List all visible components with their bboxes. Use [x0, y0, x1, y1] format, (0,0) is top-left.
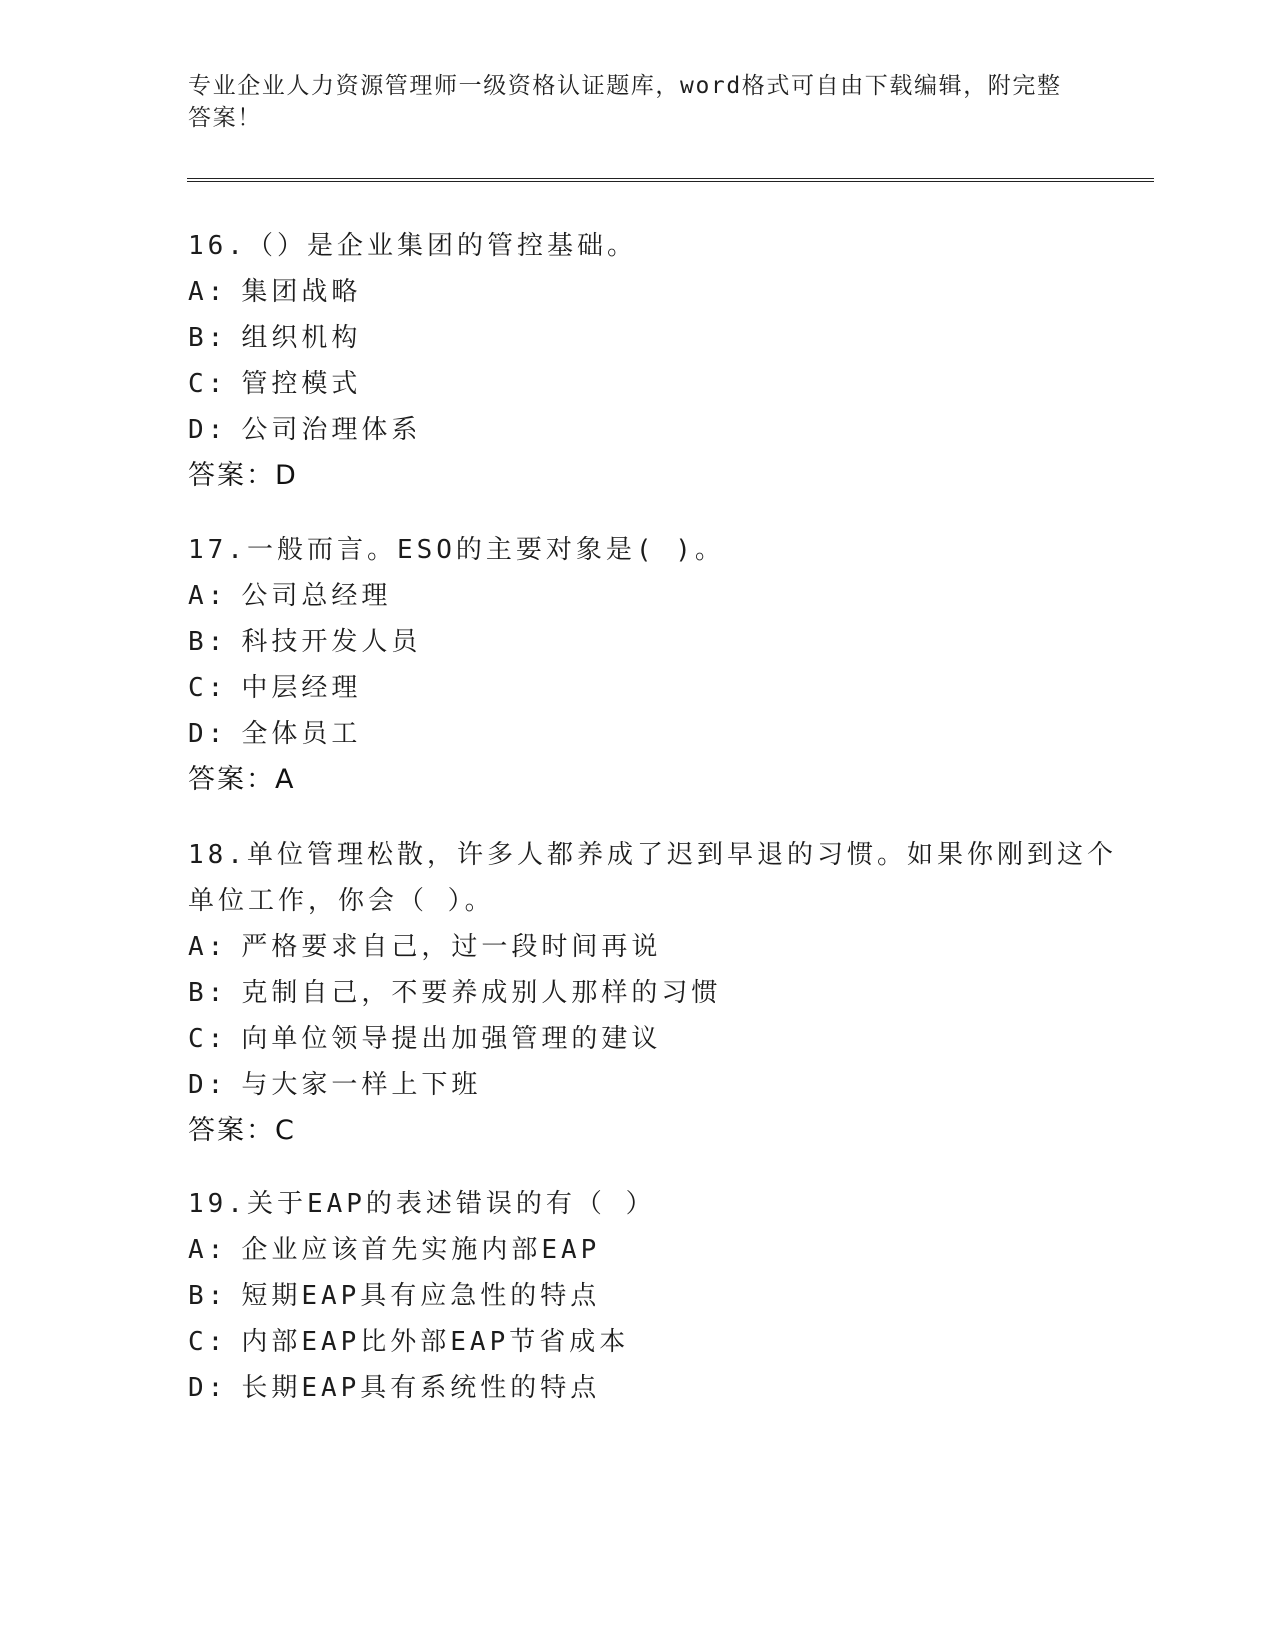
- option-letter: A:: [188, 581, 228, 611]
- option-text: 中层经理: [241, 673, 362, 703]
- option-letter: A:: [188, 932, 228, 962]
- option-c: [188, 1016, 1088, 1062]
- option-letter: B:: [188, 323, 228, 353]
- header-divider: [187, 178, 1154, 182]
- option-a: [188, 1227, 1088, 1273]
- option-c: [188, 361, 1088, 407]
- option-letter: C:: [188, 369, 228, 399]
- option-letter: D:: [188, 1070, 228, 1100]
- option-d: [188, 711, 1088, 757]
- option-letter: C:: [188, 1327, 228, 1357]
- question-stem-line-1: 18.单位管理松散，许多人都养成了迟到早退的习惯。如果你刚到这个: [188, 840, 1117, 870]
- header-line-2: 答案！: [188, 105, 262, 131]
- option-letter: B:: [188, 1281, 228, 1311]
- header-line-1: 专业企业人力资源管理师一级资格认证题库，word格式可自由下载编辑，附完整: [188, 73, 1062, 99]
- option-text: 组织机构: [241, 323, 362, 353]
- option-text: 科技开发人员: [241, 627, 422, 657]
- question-19: [188, 1181, 1088, 1411]
- option-letter: D:: [188, 719, 228, 749]
- option-text: 管控模式: [241, 369, 362, 399]
- document-header: [188, 70, 1088, 134]
- option-d: [188, 1365, 1088, 1411]
- option-text: 集团战略: [241, 277, 362, 307]
- option-text: 克制自己，不要养成别人那样的习惯: [241, 978, 722, 1008]
- option-a: [188, 269, 1088, 315]
- option-b: [188, 315, 1088, 361]
- option-b: [188, 619, 1088, 665]
- option-text: 企业应该首先实施内部EAP: [241, 1235, 601, 1265]
- option-b: [188, 970, 1088, 1016]
- question-stem: 16.（）是企业集团的管控基础。: [188, 231, 637, 261]
- option-text: 与大家一样上下班: [241, 1070, 482, 1100]
- option-text: 严格要求自己，过一段时间再说: [241, 932, 662, 962]
- option-text: 公司总经理: [241, 581, 392, 611]
- option-letter: D:: [188, 415, 228, 445]
- option-text: 全体员工: [241, 719, 362, 749]
- option-letter: A:: [188, 277, 228, 307]
- option-a: [188, 924, 1088, 970]
- option-d: [188, 1062, 1088, 1108]
- option-text: 长期EAP具有系统性的特点: [241, 1373, 601, 1403]
- question-17: [188, 527, 1088, 803]
- option-c: [188, 665, 1088, 711]
- option-text: 短期EAP具有应急性的特点: [241, 1281, 601, 1311]
- option-text: 内部EAP比外部EAP节省成本: [241, 1327, 630, 1357]
- question-stem: 17.一般而言。ESO的主要对象是( )。: [188, 535, 725, 565]
- question-18: [188, 832, 1117, 1154]
- option-letter: C:: [188, 673, 228, 703]
- question-stem-line-2: 单位工作，你会（ ）。: [188, 886, 495, 916]
- answer-line: 答案：D: [188, 460, 298, 491]
- option-text: 向单位领导提出加强管理的建议: [241, 1024, 662, 1054]
- option-letter: B:: [188, 627, 228, 657]
- option-letter: A:: [188, 1235, 228, 1265]
- option-a: [188, 573, 1088, 619]
- answer-line: 答案：C: [188, 1115, 296, 1146]
- option-letter: D:: [188, 1373, 228, 1403]
- question-stem: 19.关于EAP的表述错误的有（ ）: [188, 1189, 656, 1219]
- option-text: 公司治理体系: [241, 415, 422, 445]
- option-letter: C:: [188, 1024, 228, 1054]
- option-letter: B:: [188, 978, 228, 1008]
- option-d: [188, 407, 1088, 453]
- question-16: [188, 223, 1088, 499]
- answer-line: 答案：A: [188, 764, 296, 795]
- option-c: [188, 1319, 1088, 1365]
- option-b: [188, 1273, 1088, 1319]
